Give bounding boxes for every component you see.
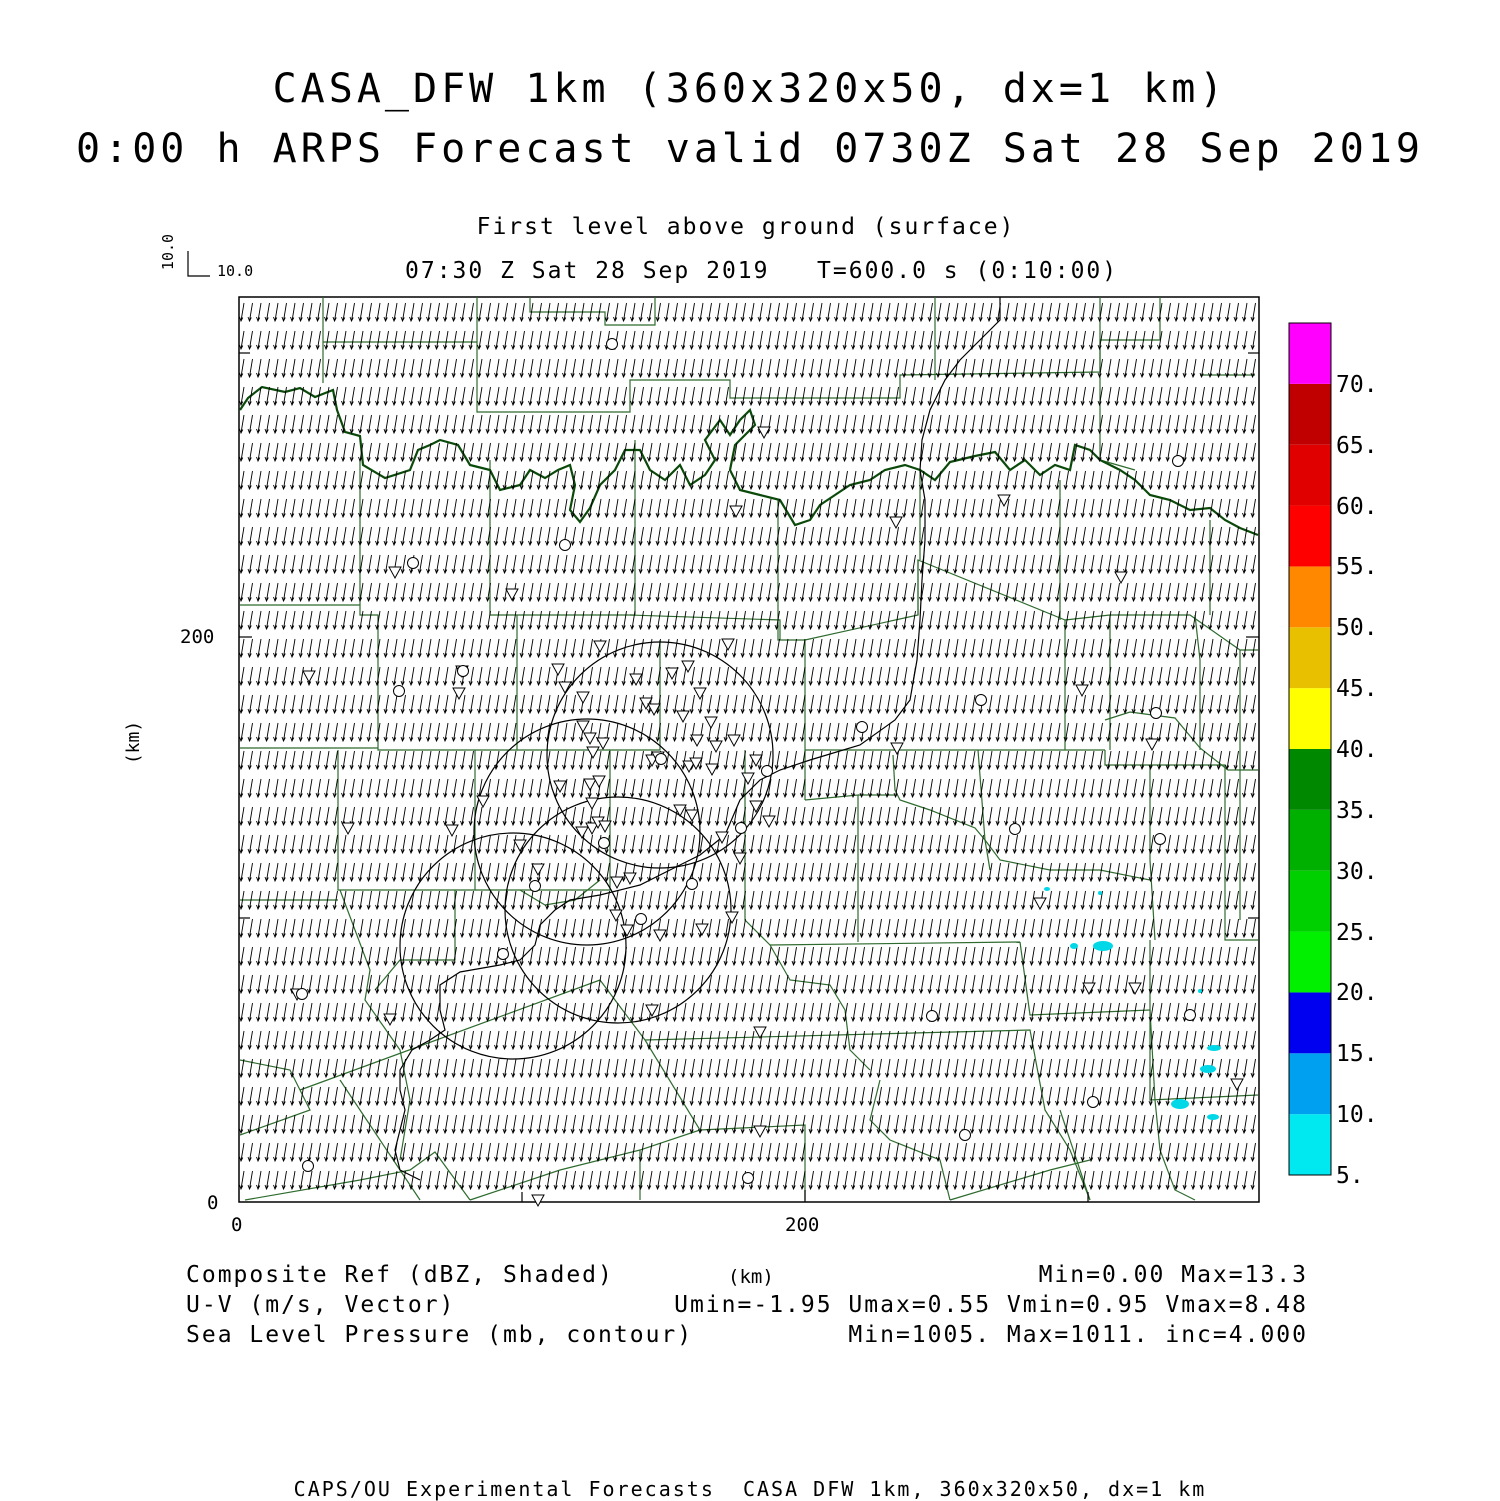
station-triangle-icon — [1129, 983, 1141, 994]
colorbar-swatch — [1289, 1114, 1331, 1175]
station-circle-icon — [857, 722, 868, 733]
colorbar-swatch — [1289, 445, 1331, 506]
colorbar-label: 60. — [1336, 493, 1378, 520]
station-triangle-icon — [554, 781, 566, 792]
station-triangle-icon — [1076, 685, 1088, 696]
station-triangle-icon — [1083, 983, 1095, 994]
station-circle-icon — [1155, 834, 1166, 845]
station-circle-icon — [736, 823, 747, 834]
y-tick-label: 200 — [180, 626, 215, 648]
colorbar-swatch — [1289, 749, 1331, 810]
station-circle-icon — [960, 1130, 971, 1141]
station-triangle-icon — [674, 805, 686, 816]
colorbar-swatch — [1289, 384, 1331, 445]
station-triangle-icon — [730, 506, 742, 517]
station-triangle-icon — [654, 930, 666, 941]
station-triangle-icon — [446, 825, 458, 836]
station-circle-icon — [560, 540, 571, 551]
colorbar-label: 65. — [1336, 432, 1378, 459]
station-circle-icon — [762, 766, 773, 777]
station-triangle-icon — [696, 924, 708, 935]
colorbar-swatch — [1289, 871, 1331, 932]
station-triangle-icon — [686, 810, 698, 821]
station-triangle-icon — [342, 823, 354, 834]
y-tick-label: 0 — [207, 1192, 219, 1214]
station-triangle-icon — [694, 688, 706, 699]
station-triangle-icon — [1146, 739, 1158, 750]
station-circle-icon — [607, 339, 618, 350]
colorbar-label: 15. — [1336, 1041, 1378, 1068]
colorbar-swatch — [1289, 323, 1331, 384]
station-circle-icon — [656, 754, 667, 765]
station-triangle-icon — [389, 567, 401, 578]
station-triangle-icon — [1231, 1079, 1243, 1090]
station-triangle-icon — [584, 733, 596, 744]
station-circle-icon — [530, 881, 541, 892]
colorbar-swatch — [1289, 992, 1331, 1053]
station-triangle-icon — [587, 747, 599, 758]
station-circle-icon — [408, 558, 419, 569]
colorbar-label: 5. — [1336, 1163, 1364, 1189]
title-line-1: CASA_DFW 1km (360x320x50, dx=1 km) — [272, 66, 1228, 112]
vector-key-x-label: 10.0 — [217, 262, 254, 280]
reflectivity-echoes — [1044, 887, 1221, 1120]
colorbar-label: 20. — [1336, 980, 1378, 1007]
station-triangle-icon — [722, 639, 734, 650]
station-triangle-icon — [624, 873, 636, 884]
legend-field-reflectivity: Composite Ref (dBZ, Shaded) — [186, 1262, 614, 1288]
legend-field-pressure: Sea Level Pressure (mb, contour) — [186, 1322, 694, 1348]
station-circle-icon — [1173, 456, 1184, 467]
colorbar-label: 70. — [1336, 371, 1378, 398]
legend-stats-wind: Umin=-1.95 Umax=0.55 Vmin=0.95 Vmax=8.48 — [674, 1292, 1308, 1318]
colorbar-label: 40. — [1336, 737, 1378, 763]
station-triangle-icon — [754, 1126, 766, 1137]
colorbar-label: 55. — [1336, 554, 1378, 581]
x-tick-label: 200 — [785, 1214, 820, 1236]
station-triangle-icon — [705, 717, 717, 728]
station-triangle-icon — [552, 664, 564, 675]
station-circle-icon — [394, 686, 405, 697]
station-triangle-icon — [691, 735, 703, 746]
legend-stats-pressure: Min=1005. Max=1011. inc=4.000 — [848, 1322, 1308, 1348]
station-triangle-icon — [1115, 572, 1127, 583]
station-triangle-icon — [742, 773, 754, 784]
station-triangle-icon — [682, 661, 694, 672]
station-triangle-icon — [594, 641, 606, 652]
station-triangle-icon — [303, 671, 315, 682]
level-subtitle: First level above ground (surface) — [476, 214, 1016, 240]
station-triangle-icon — [706, 764, 718, 775]
station-circle-icon — [498, 949, 509, 960]
station-triangle-icon — [710, 741, 722, 752]
station-triangle-icon — [610, 910, 622, 921]
colorbar-label: 30. — [1336, 858, 1378, 885]
station-triangle-icon — [891, 743, 903, 754]
station-circle-icon — [599, 838, 610, 849]
colorbar-swatch — [1289, 810, 1331, 871]
station-circle-icon — [927, 1011, 938, 1022]
station-triangle-icon — [890, 517, 902, 528]
station-triangle-icon — [763, 816, 775, 827]
station-triangle-icon — [611, 877, 623, 888]
station-triangle-icon — [646, 1005, 658, 1016]
colorbar-swatch — [1289, 688, 1331, 749]
station-triangle-icon — [577, 692, 589, 703]
colorbar-swatch — [1289, 932, 1331, 993]
station-triangle-icon — [1034, 898, 1046, 909]
colorbar-label: 10. — [1336, 1102, 1378, 1129]
colorbar-label: 25. — [1336, 919, 1378, 946]
station-circle-icon — [1185, 1010, 1196, 1021]
colorbar-swatch — [1289, 1053, 1331, 1114]
y-axis-label: (km) — [123, 720, 145, 765]
station-circle-icon — [743, 1173, 754, 1184]
station-triangle-icon — [577, 721, 589, 732]
station-circle-icon — [1010, 824, 1021, 835]
station-circle-icon — [458, 666, 469, 677]
vector-key-arrow — [188, 251, 210, 276]
colorbar — [1289, 323, 1331, 1175]
station-circle-icon — [687, 879, 698, 890]
colorbar-swatch — [1289, 566, 1331, 627]
colorbar-label: 35. — [1336, 797, 1378, 824]
station-circle-icon — [1088, 1097, 1099, 1108]
title-line-2: 0:00 h ARPS Forecast valid 0730Z Sat 28 Sep 2019 — [76, 126, 1424, 172]
legend-field-wind: U-V (m/s, Vector) — [186, 1292, 456, 1318]
station-circle-icon — [1151, 708, 1162, 719]
station-triangle-icon — [599, 821, 611, 832]
colorbar-label: 45. — [1336, 676, 1378, 703]
station-triangle-icon — [677, 711, 689, 722]
station-triangle-icon — [584, 779, 596, 790]
station-triangle-icon — [532, 1195, 544, 1206]
station-triangle-icon — [453, 688, 465, 699]
x-axis-label: (km) — [728, 1266, 774, 1288]
station-triangle-icon — [532, 864, 544, 875]
station-circle-icon — [636, 914, 647, 925]
vector-key-y-label: 10.0 — [159, 233, 178, 271]
time-subtitle: 07:30 Z Sat 28 Sep 2019 T=600.0 s (0:10:00) — [405, 258, 1119, 284]
station-circle-icon — [297, 989, 308, 1000]
station-triangle-icon — [514, 840, 526, 851]
legend-stats-reflectivity: Min=0.00 Max=13.3 — [1038, 1262, 1308, 1288]
station-triangle-icon — [506, 589, 518, 600]
colorbar-label: 50. — [1336, 615, 1378, 642]
x-tick-label: 0 — [231, 1214, 243, 1236]
colorbar-swatch — [1289, 627, 1331, 688]
footer-credit: CAPS/OU Experimental Forecasts CASA DFW 1km, 360x320x50, dx=1 km — [293, 1477, 1207, 1501]
station-circle-icon — [976, 695, 987, 706]
station-triangle-icon — [728, 735, 740, 746]
station-triangle-icon — [734, 853, 746, 864]
colorbar-swatch — [1289, 506, 1331, 567]
station-triangle-icon — [586, 798, 598, 809]
station-circle-icon — [303, 1161, 314, 1172]
